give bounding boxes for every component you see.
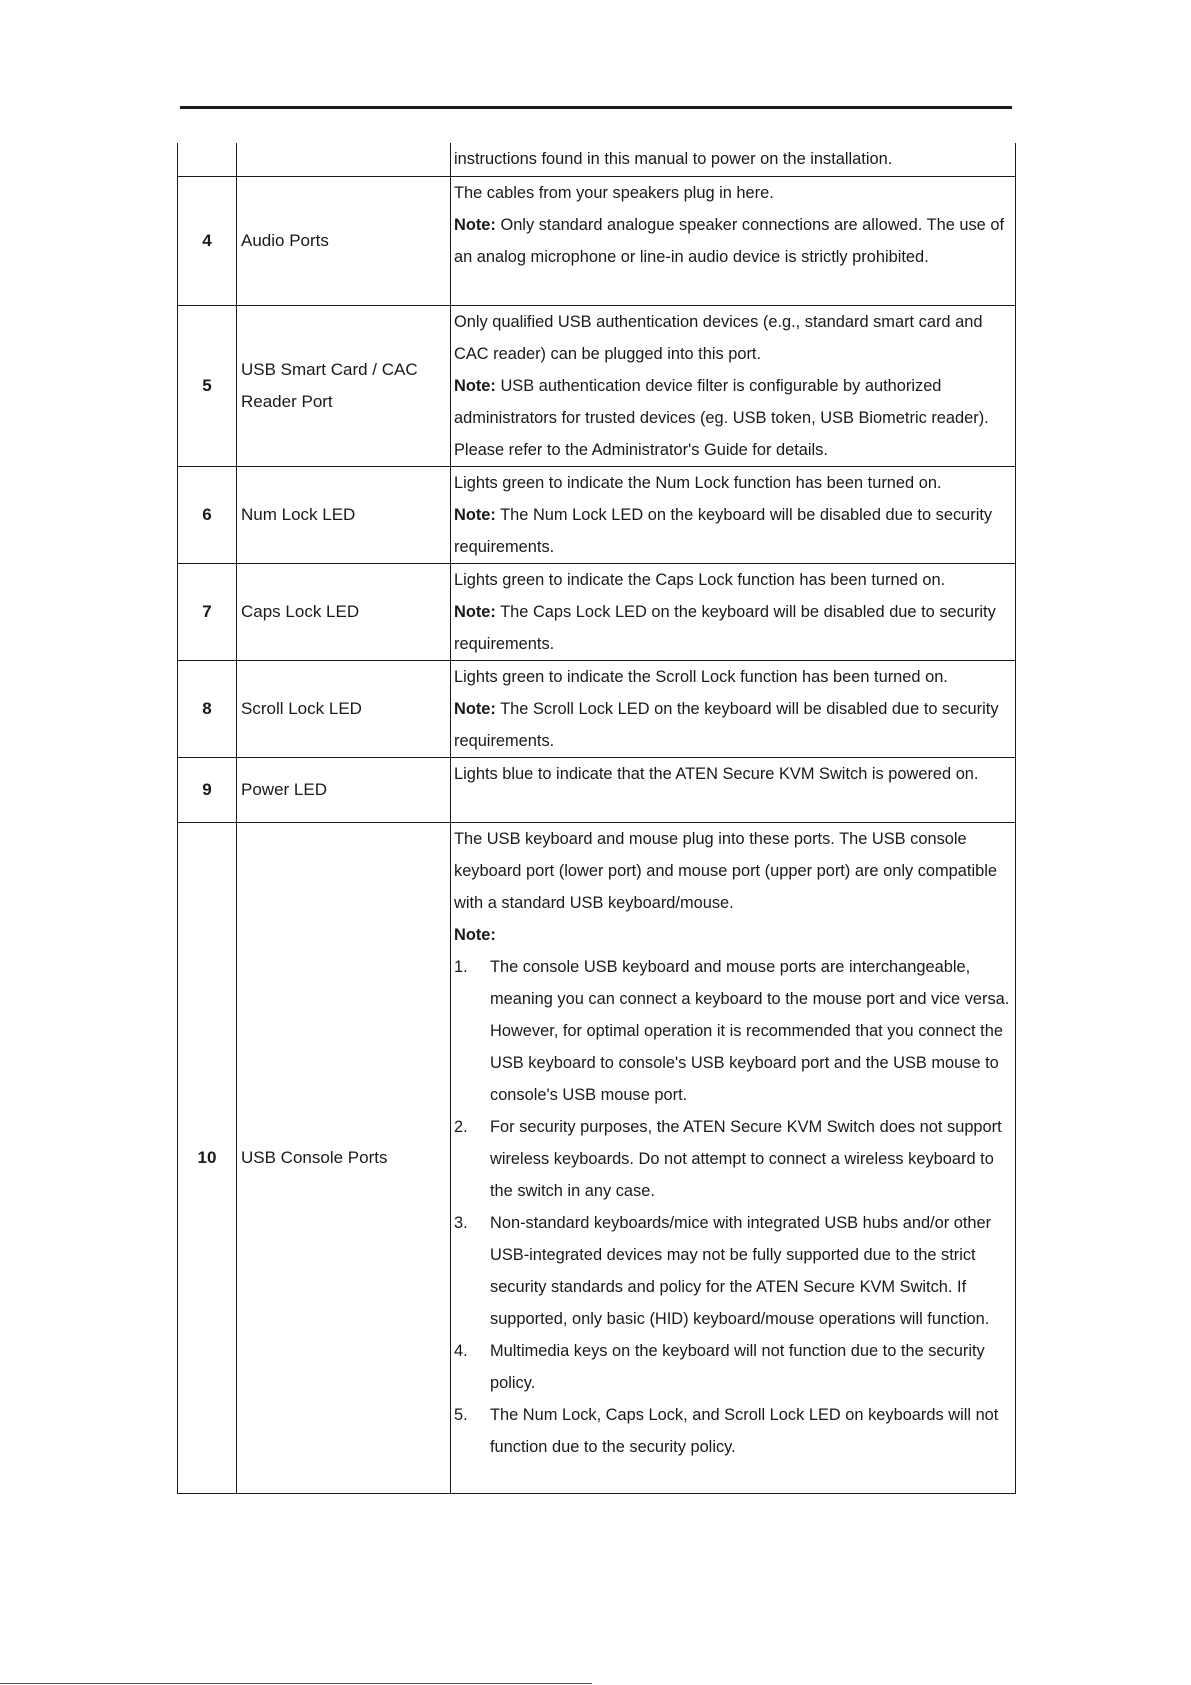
note-label: Note:	[454, 216, 496, 234]
table-row	[177, 467, 1016, 564]
note-text: Only standard analogue speaker connections are allowed. The use of an analog microphone or line-in audio device is strictly prohibited.	[454, 216, 1005, 266]
row-number: 9	[178, 758, 237, 822]
row-name: Scroll Lock LED	[237, 661, 451, 757]
row-name: Power LED	[237, 758, 451, 822]
note-paragraph	[454, 209, 1015, 273]
description-text: instructions found in this manual to power on the installation.	[454, 150, 893, 168]
table-row	[177, 758, 1016, 823]
note-paragraph	[454, 693, 1015, 757]
list-item	[454, 951, 1015, 1111]
note-label: Note:	[454, 700, 496, 718]
description-text: Only qualified USB authentication devices (e.g., standard smart card and CAC reader) can be plugged into this port.	[454, 313, 983, 363]
row-description	[451, 564, 1015, 660]
row-number: 4	[178, 177, 237, 305]
note-paragraph	[454, 596, 1015, 660]
row-name: Audio Ports	[237, 177, 451, 305]
row-number	[178, 143, 237, 176]
list-item	[454, 1111, 1015, 1207]
row-description	[451, 823, 1015, 1493]
list-item-text: The Num Lock, Caps Lock, and Scroll Lock LED on keyboards will not function due to the security policy.	[490, 1406, 999, 1456]
row-name: Num Lock LED	[237, 467, 451, 563]
list-item-text: Non-standard keyboards/mice with integrated USB hubs and/or other USB-integrated devices may not be fully supported due to the strict security standards and policy for the ATEN Secure KVM Switch. If supported, only basic (HID) keyboard/mouse operations will function.	[490, 1214, 992, 1328]
note-text: USB authentication device filter is configurable by authorized administrators for trusted devices (eg. USB token, USB Biometric reader). Please refer to the Administrator's Guide for details.	[454, 377, 989, 459]
note-label: Note:	[454, 377, 496, 395]
note-label: Note:	[454, 926, 496, 944]
note-paragraph	[454, 919, 1015, 951]
description-text: The cables from your speakers plug in here.	[454, 184, 774, 202]
row-description	[451, 177, 1015, 305]
row-number: 5	[178, 306, 237, 466]
table-row	[177, 564, 1016, 661]
list-item	[454, 1399, 1015, 1463]
description-text: Lights green to indicate the Caps Lock function has been turned on.	[454, 571, 946, 589]
row-name: USB Console Ports	[237, 823, 451, 1493]
list-item-text: For security purposes, the ATEN Secure KVM Switch does not support wireless keyboards. Do not attempt to connect a wireless keyboard to the switch in any case.	[490, 1118, 1002, 1200]
list-item-number: 5.	[454, 1406, 468, 1424]
row-description	[451, 467, 1015, 563]
list-item-number: 1.	[454, 958, 468, 976]
table-row	[177, 306, 1016, 467]
description-text: Lights green to indicate the Num Lock function has been turned on.	[454, 474, 942, 492]
row-description	[451, 661, 1015, 757]
note-text: The Caps Lock LED on the keyboard will be disabled due to security requirements.	[454, 603, 996, 653]
description-text: Lights blue to indicate that the ATEN Secure KVM Switch is powered on.	[454, 765, 979, 783]
row-description	[451, 306, 1015, 466]
row-name: USB Smart Card / CAC Reader Port	[237, 306, 451, 466]
header-rule	[180, 106, 1012, 109]
row-number: 6	[178, 467, 237, 563]
component-table	[177, 143, 1016, 1494]
note-paragraph	[454, 499, 1015, 563]
table-row	[177, 823, 1016, 1494]
row-description	[451, 143, 1015, 176]
note-text: The Scroll Lock LED on the keyboard will be disabled due to security requirements.	[454, 700, 999, 750]
row-number: 8	[178, 661, 237, 757]
table-row	[177, 177, 1016, 306]
row-number: 7	[178, 564, 237, 660]
row-number: 10	[178, 823, 237, 1493]
note-text: The Num Lock LED on the keyboard will be disabled due to security requirements.	[454, 506, 993, 556]
list-item-number: 3.	[454, 1214, 468, 1232]
row-name: Caps Lock LED	[237, 564, 451, 660]
description-text: The USB keyboard and mouse plug into these ports. The USB console keyboard port (lower port) and mouse port (upper port) are only compatible with a standard USB keyboard/mouse.	[454, 830, 997, 912]
list-item-number: 2.	[454, 1118, 468, 1136]
row-description	[451, 758, 1015, 822]
table-row	[177, 661, 1016, 758]
note-label: Note:	[454, 506, 496, 524]
description-text: Lights green to indicate the Scroll Lock function has been turned on.	[454, 668, 948, 686]
list-item-text: The console USB keyboard and mouse ports are interchangeable, meaning you can connect a keyboard to the mouse port and vice versa. However, for optimal operation it is recommended that you connect the USB keyboard to console's USB keyboard port and the USB mouse to console's USB mouse port.	[490, 958, 1010, 1104]
list-item	[454, 1335, 1015, 1399]
note-paragraph	[454, 370, 1015, 466]
footer-rule	[0, 1683, 592, 1684]
list-item-number: 4.	[454, 1342, 468, 1360]
list-item-text: Multimedia keys on the keyboard will not function due to the security policy.	[490, 1342, 985, 1392]
row-name	[237, 143, 451, 176]
note-label: Note:	[454, 603, 496, 621]
list-item	[454, 1207, 1015, 1335]
table-row	[177, 143, 1016, 177]
